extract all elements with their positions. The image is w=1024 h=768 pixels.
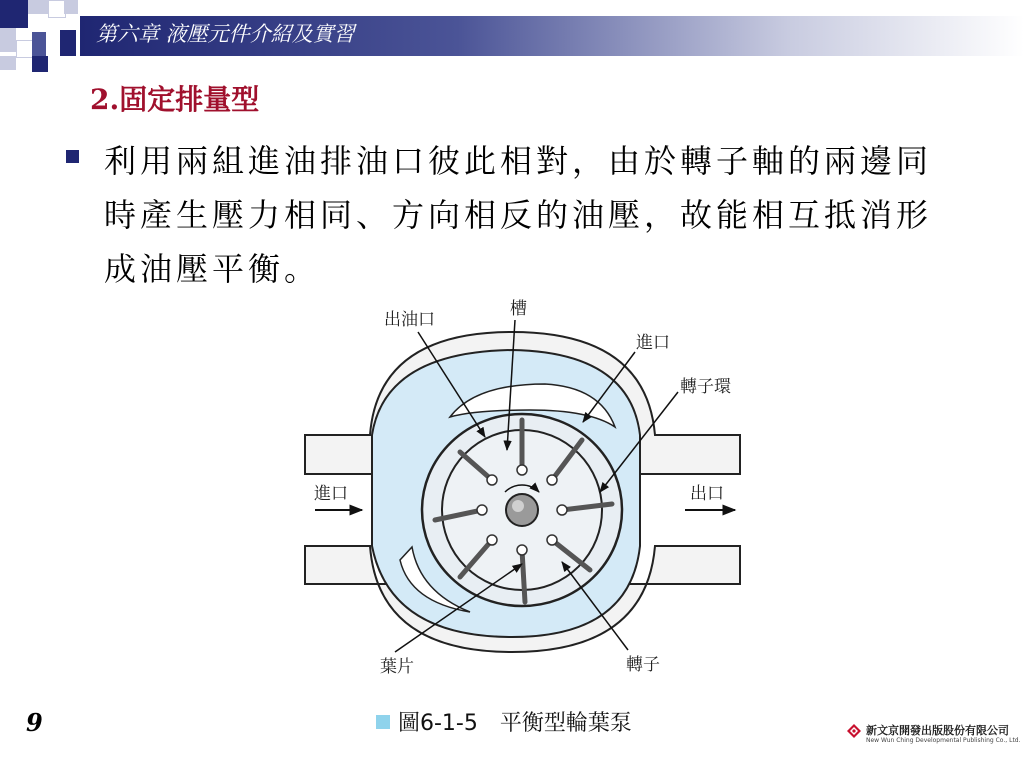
bullet-text: 利用兩組進油排油口彼此相對，由於轉子軸的兩邊同時產生壓力相同、方向相反的油壓，故能相互抵消形成油壓平衡。 (104, 142, 933, 288)
label-outlet-port: 出油口 (384, 310, 435, 330)
label-rotor: 轉子 (626, 655, 660, 675)
bullet-square (66, 150, 79, 163)
caption-text: 圖6-1-5 平衡型輪葉泵 (398, 711, 632, 736)
publisher-emblem-icon (846, 723, 862, 739)
section-heading: 2.固定排量型 (90, 83, 260, 116)
publisher-english-name: New Wun Ching Developmental Publishing Co., Ltd. (866, 737, 1021, 744)
figure-caption (376, 706, 632, 737)
label-groove: 槽 (510, 299, 527, 319)
label-inlet-top: 進口 (636, 333, 670, 353)
caption-square-icon (376, 715, 390, 729)
label-outlet-right: 出口 (690, 484, 724, 504)
label-inlet-left: 進口 (314, 484, 348, 504)
chapter-title: 第六章 液壓元件介紹及實習 (96, 22, 355, 46)
publisher-name: 新文京開發出版股份有限公司 (866, 724, 1009, 737)
label-vane: 葉片 (380, 657, 414, 677)
label-rotor-ring: 轉子環 (680, 377, 731, 397)
publisher-logo (846, 721, 1021, 751)
page-number: 9 (26, 708, 43, 737)
balanced-vane-pump-diagram (300, 292, 760, 692)
